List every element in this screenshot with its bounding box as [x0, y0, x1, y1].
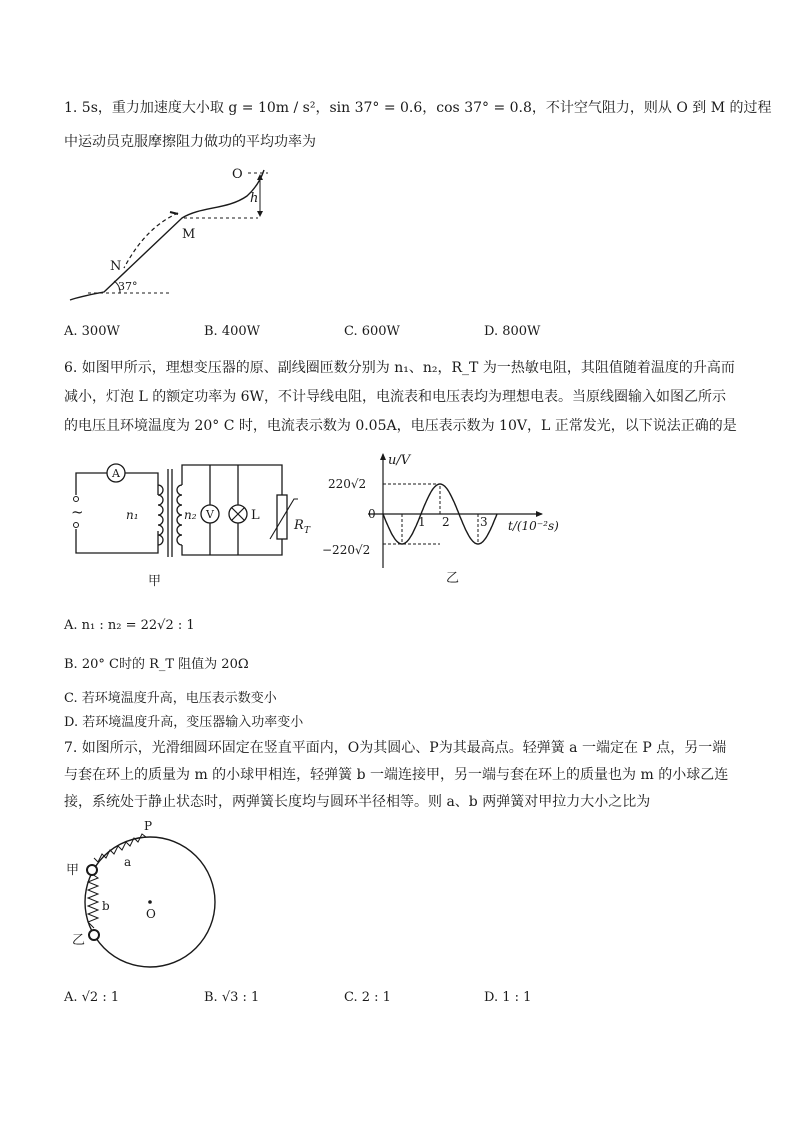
ac-source-symbol: ~ — [71, 503, 84, 521]
q5-stem-line-2: 中运动员克服摩擦阻力做功的平均功率为 — [64, 134, 316, 150]
label-n1: n₁ — [126, 508, 139, 522]
ski-slope-figure — [62, 160, 282, 310]
q7-label-jia: 甲 — [66, 863, 80, 878]
q6-stem-line-1: 6. 如图甲所示，理想变压器的原、副线圈匝数分别为 n₁、n₂，R_T 为一热敏电阻，其阻值随着温度的升高而 — [64, 360, 735, 376]
ring-spring-figure — [62, 820, 232, 980]
graph-xlabel: t/(10⁻²s) — [508, 519, 559, 533]
q7-label-o: O — [146, 907, 156, 921]
q5-option-d: D. 800W — [484, 324, 541, 339]
q7-option-a: A. √2 : 1 — [64, 990, 120, 1005]
graph-tick-2: 2 — [442, 515, 450, 529]
graph-ylabel: u/V — [388, 453, 411, 468]
q6-option-b: B. 20° C时的 R_T 阻值为 20Ω — [64, 657, 249, 672]
thermistor-label: R — [294, 518, 304, 533]
circuit-caption: 甲 — [148, 574, 162, 589]
q5-option-a: A. 300W — [64, 324, 120, 339]
graph-ymax: 220√2 — [328, 477, 367, 491]
graph-tick-1: 1 — [418, 515, 426, 529]
q5-option-c: C. 600W — [344, 324, 400, 339]
q5-label-angle: 37° — [118, 280, 138, 293]
q7-label-b: b — [102, 899, 110, 913]
ammeter-label: A — [112, 467, 120, 480]
q7-label-yi: 乙 — [72, 933, 86, 948]
q5-label-o: O — [232, 167, 243, 182]
q5-label-m: M — [182, 227, 196, 242]
q7-option-d: D. 1 : 1 — [484, 990, 532, 1005]
q5-label-h: h — [250, 191, 259, 206]
label-n2: n₂ — [184, 508, 197, 522]
graph-tick-3: 3 — [480, 515, 488, 529]
q7-label-a: a — [124, 855, 132, 869]
q7-stem-line-2: 与套在环上的质量为 m 的小球甲相连，轻弹簧 b 一端连接甲，另一端与套在环上的质量也为 m 的小球乙连 — [64, 767, 729, 783]
q6-option-c: C. 若环境温度升高，电压表示数变小 — [64, 691, 277, 706]
thermistor-label-sub: T — [304, 526, 311, 536]
q7-stem-line-3: 接，系统处于静止状态时，两弹簧长度均与圆环半径相等。则 a、b 两弹簧对甲拉力大小之比为 — [64, 794, 651, 810]
q6-option-a: A. n₁ : n₂ = 22√2 : 1 — [64, 618, 195, 633]
q7-option-c: C. 2 : 1 — [344, 990, 391, 1005]
voltage-graph — [320, 448, 570, 588]
graph-ymin: −220√2 — [322, 543, 371, 557]
q5-option-b: B. 400W — [204, 324, 260, 339]
q6-option-d: D. 若环境温度升高，变压器输入功率变小 — [64, 715, 304, 730]
transformer-circuit — [62, 455, 322, 595]
q7-option-b: B. √3 : 1 — [204, 990, 260, 1005]
q5-label-n: N — [110, 259, 122, 274]
q7-stem-line-1: 7. 如图所示，光滑细圆环固定在竖直平面内，O为其圆心、P为其最高点。轻弹簧 a 一端定在 P 点，另一端 — [64, 740, 727, 756]
q6-stem-line-3: 的电压且环境温度为 20° C 时，电流表示数为 0.05A，电压表示数为 10V，L 正常发光，以下说法正确的是 — [64, 418, 737, 434]
graph-zero: 0 — [368, 507, 376, 521]
q7-label-p: P — [144, 819, 153, 833]
q5-stem-line-1: 1. 5s，重力加速度大小取 g = 10m / s²，sin 37° = 0.6，cos 37° = 0.8，不计空气阻力，则从 O 到 M 的过程 — [64, 100, 772, 116]
voltmeter-label: V — [206, 508, 214, 521]
lamp-label: L — [251, 508, 260, 523]
graph-caption: 乙 — [446, 571, 460, 586]
q6-stem-line-2: 减小，灯泡 L 的额定功率为 6W，不计导线电阻，电流表和电压表均为理想电表。当原线圈输入如图乙所示 — [64, 389, 726, 405]
